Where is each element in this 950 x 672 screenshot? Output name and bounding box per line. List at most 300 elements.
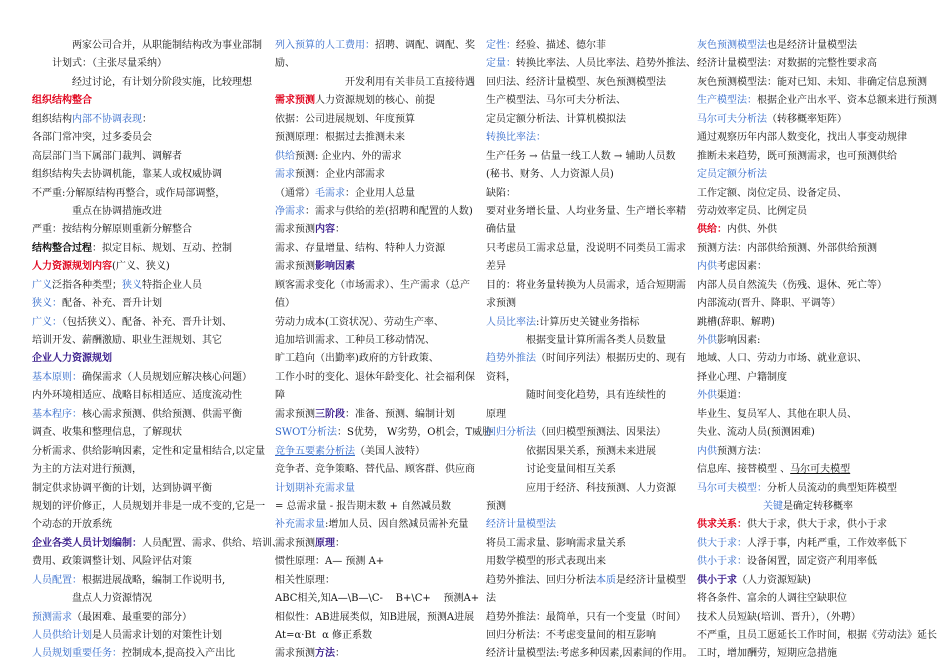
text-line: [486, 590, 680, 608]
text-segment: 制定供求协调平衡的计划，达到协调平衡: [32, 482, 212, 494]
text-segment: 为主的方法对进行预测，: [32, 464, 142, 476]
text-line: [275, 443, 469, 461]
text-line: [32, 535, 282, 553]
text-segment: 经过讨论，有计划分阶段实施，比较理想: [72, 76, 252, 88]
text-segment: ：需求与供给的差(招聘和配置的人数): [305, 205, 473, 217]
text-segment: 不严重:分解原结构再整合，或作局部调整，: [32, 187, 226, 199]
text-segment: 人员配置：: [32, 574, 82, 586]
text-segment: 回归分析法：不考虑变量间的相互影响: [486, 630, 656, 641]
text-segment: 方法: [315, 648, 335, 660]
text-line: [697, 111, 919, 129]
text-segment: 趋势外推法：最简单，只有一个变量（时间）: [486, 611, 686, 623]
text-line: [32, 111, 256, 129]
text-segment: 招聘、调配、调配、奖: [375, 40, 475, 51]
text-segment: 定性：: [486, 40, 516, 51]
text-segment: 要对业务增长量、人均业务量、生产增长率精: [486, 205, 686, 217]
text-line: [275, 148, 469, 166]
text-line: [486, 111, 680, 129]
text-line: [697, 332, 919, 350]
text-line: [486, 627, 680, 645]
text-segment: 经济计量模型法：对数据的完整性要求高: [697, 58, 877, 70]
text-line: [697, 627, 937, 645]
text-segment: 组织结构失去协调机能，靠某人或权威协调: [32, 169, 222, 181]
text-segment: 狭义：: [32, 298, 62, 310]
text-line: [697, 55, 919, 73]
text-line: [697, 129, 919, 147]
text-line: [697, 148, 919, 166]
text-line: [32, 332, 256, 350]
text-line: [32, 277, 256, 295]
text-line: [275, 480, 469, 498]
text-line: [697, 166, 919, 184]
text-line: [275, 424, 493, 442]
text-segment: 顾客需求变化（市场需求）、生产需求（总产: [275, 279, 470, 291]
text-segment: 法: [486, 593, 496, 605]
text-line: [32, 350, 256, 368]
text-line: [697, 480, 919, 498]
text-segment: （时间序列法）根据历史的、现有: [536, 353, 686, 365]
text-segment: 是经济计量模型: [616, 574, 686, 586]
text-segment: （通常）: [275, 187, 315, 199]
text-line: [697, 240, 919, 258]
text-segment: 两家公司合并，从职能制结构改为事业部制: [72, 40, 262, 51]
text-segment: 考虑因素：: [717, 261, 767, 273]
text-line: [486, 350, 686, 368]
text-segment: :增加人员、因自然减员需补充量: [325, 519, 469, 531]
text-segment: （回归模型预测法、因果法）: [536, 427, 666, 439]
text-line: [275, 406, 469, 424]
text-segment: 需求预测: [275, 537, 315, 549]
text-line: [32, 129, 256, 147]
text-line: [32, 221, 256, 239]
text-line: [275, 55, 469, 73]
text-segment: 相关性原理：: [275, 574, 335, 586]
text-segment: 依据：公司进展规划、年度预算: [275, 113, 415, 125]
text-segment: 核心需求预测、供给预测、供需平衡: [82, 408, 242, 420]
text-line: [32, 627, 256, 645]
text-segment: 费用、政策调整计划、风险评估对策: [32, 556, 192, 568]
text-line: [697, 590, 919, 608]
text-segment: 差异: [486, 261, 506, 273]
text-line: [697, 314, 919, 332]
text-segment: 预测方法：内部供给预测、外部供给预测: [697, 242, 877, 254]
text-line: [486, 37, 680, 55]
text-segment: 失业、流动人员(预测困难): [697, 427, 815, 439]
text-line: [486, 258, 680, 276]
text-segment: 跳槽(辞职、解聘): [697, 316, 775, 328]
text-line: [486, 553, 680, 571]
text-line: [32, 406, 256, 424]
text-segment: 目的：将业务量转换为人员需求，适合短期需: [486, 279, 686, 291]
text-segment: 关键: [763, 500, 783, 512]
text-segment: 惯性原理：A— 预测 A+: [275, 556, 385, 568]
column-3: [486, 37, 696, 664]
text-segment: 只考虑员工需求总量，没说明不同类员工需求: [486, 242, 686, 254]
text-line: [486, 295, 680, 313]
text-line: [275, 572, 469, 590]
text-line: [486, 148, 680, 166]
text-line: [697, 369, 919, 387]
text-line: [486, 387, 680, 405]
text-line: [697, 92, 937, 110]
text-segment: 竞争者、竞争策略、替代品、顾客群、供应商: [275, 464, 475, 476]
text-segment: 信息库、接替模型 、: [697, 464, 791, 476]
text-segment: 需求、存量增量、结构、特种人力资源: [275, 242, 445, 254]
text-line: [32, 516, 256, 534]
text-segment: 灰色预测模型法: [697, 40, 767, 51]
text-segment: 定员定额分析法、计算机模拟法: [486, 113, 626, 125]
text-segment: 需求预测: [275, 95, 315, 107]
text-line: [275, 369, 475, 387]
text-line: [275, 203, 473, 221]
text-line: [275, 221, 469, 239]
text-segment: 预测：企业内部需求: [295, 169, 385, 181]
text-line: [697, 645, 919, 663]
text-segment: 个动态的开放系统: [32, 519, 112, 531]
text-segment: 影响因素: [315, 261, 355, 273]
text-segment: 马尔可夫分析法: [697, 113, 767, 125]
text-segment: 障: [275, 390, 285, 402]
text-line: [275, 627, 469, 645]
text-segment: 组织结构: [32, 113, 72, 125]
text-segment: 需求预测: [275, 224, 315, 236]
text-segment: 影响因素:: [717, 335, 761, 346]
text-segment: 推断未来趋势，既可预测需求，也可预测供给: [697, 150, 897, 162]
text-line: [275, 258, 469, 276]
text-line: [486, 535, 680, 553]
text-line: [275, 185, 469, 203]
text-line: [486, 406, 680, 424]
text-line: [275, 240, 469, 258]
text-segment: 供小于求: [697, 574, 737, 586]
text-line: [486, 185, 680, 203]
text-line: [486, 516, 680, 534]
text-line: [486, 74, 680, 92]
text-line: [32, 590, 256, 608]
text-segment: 技术人员短缺(培训、晋升），（外聘）: [697, 611, 861, 623]
text-segment: 本质: [596, 574, 616, 586]
text-segment: 人浮于事，内耗严重，工作效率低下: [747, 537, 907, 549]
text-line: [32, 74, 256, 92]
text-line: [275, 332, 469, 350]
text-segment: 确保需求（人员规划应解决核心问题）: [82, 371, 252, 383]
text-line: [697, 424, 919, 442]
text-line: [697, 387, 919, 405]
text-line: [32, 424, 256, 442]
text-segment: 内供: [697, 445, 717, 457]
text-segment: 生产任务 → 估量一线工人数 → 辅助人员数: [486, 150, 676, 162]
text-segment: 广义：: [32, 316, 62, 328]
text-line: [486, 203, 686, 221]
text-segment: 转换比率法、人员比率法、趋势外推法、: [516, 58, 696, 70]
text-segment: 生产模型法、马尔可夫分析法、: [486, 95, 626, 107]
text-segment: 开发利用有关非员工直接待遇: [345, 76, 475, 88]
text-segment: 严重：按结构分解原则重新分解整合: [32, 224, 192, 236]
text-line: [32, 55, 256, 73]
text-segment: 劳动力成本(工资状况）、劳动生产率、: [275, 316, 444, 328]
text-line: [32, 553, 256, 571]
text-line: [486, 498, 680, 516]
text-line: [697, 221, 919, 239]
text-segment: 根据变量计算所需各类人员数量: [526, 335, 666, 346]
text-line: [486, 609, 686, 627]
text-line: [32, 92, 256, 110]
text-line: [32, 203, 256, 221]
text-segment: 内供、外供: [727, 224, 777, 236]
text-line: [275, 37, 475, 55]
text-segment: 分析需求、供给影响因素，定性和定量相结合,以定量: [32, 445, 266, 457]
text-segment: 需求预测: [275, 648, 315, 660]
text-segment: 通过观察历年内部人数变化，找出人事变动规律: [697, 132, 907, 144]
text-line: [486, 332, 680, 350]
text-segment: 确估量: [486, 224, 516, 236]
text-segment: 盘点人力资源情况: [72, 593, 152, 605]
text-segment: 根据进展战略，编制工作说明书,: [82, 574, 226, 586]
text-segment: 规划的评价修正，人员规划并非是一成不变的,它是一: [32, 500, 266, 512]
text-line: [32, 480, 256, 498]
text-segment: SWOT分析法: [275, 427, 337, 439]
text-segment: 工作小时的变化、退休年龄变化、社会福利保: [275, 371, 475, 383]
text-segment: 生产模型法：: [697, 95, 757, 107]
text-line: [697, 406, 919, 424]
text-segment: 是确定转移概率: [783, 500, 853, 512]
text-segment: ：: [142, 113, 152, 125]
text-segment: = 总需求量 - 报告期末数 + 自然减员数: [275, 500, 452, 512]
text-line: [32, 443, 266, 461]
text-line: [32, 369, 256, 387]
text-segment: 将各条件、富余的人调往空缺职位: [697, 593, 847, 605]
text-line: [275, 609, 475, 627]
text-segment: 需求预测: [275, 408, 315, 420]
text-segment: 需求: [275, 169, 295, 181]
text-line: [275, 295, 469, 313]
text-segment: 基本原则：: [32, 371, 82, 383]
text-segment: 经济计量模型法: [486, 519, 556, 531]
text-segment: 定员定额分析法: [697, 169, 767, 181]
text-segment: 需求预测: [275, 261, 315, 273]
text-line: [486, 129, 680, 147]
text-segment: 狭义: [122, 279, 142, 291]
text-segment: ABC相关,知A—\B—\C- B+\C+ 预测A+: [275, 593, 480, 605]
text-segment: 供大于求，供大于求，供小于求: [747, 519, 887, 531]
text-segment: 广义: [32, 279, 52, 291]
text-segment: 预测: [486, 500, 506, 512]
text-segment: 预测: 企业内、外的需求: [295, 150, 402, 162]
text-segment: 人力资源规划的核心、前提: [315, 95, 435, 107]
text-segment: 是人员需求计划的对策性计划: [92, 630, 222, 641]
text-segment: 回归法、经济计量模型、灰色预测模型法: [486, 76, 666, 88]
text-segment: 高层部门当下属部门裁判、调解者: [32, 150, 182, 162]
text-line: [486, 461, 680, 479]
text-line: [275, 535, 469, 553]
text-segment: 经验、描述、德尔菲: [516, 40, 606, 51]
text-line: [697, 350, 919, 368]
text-line: [697, 609, 919, 627]
text-line: [275, 350, 469, 368]
text-segment: 供大于求：: [697, 537, 747, 549]
text-segment: 毛需求: [315, 187, 345, 199]
text-segment: 相似性：AB进展类似，知B进展，预测A进展: [275, 611, 475, 623]
text-segment: 择业心理、户籍制度: [697, 371, 787, 383]
text-segment: 企业各类人员计划编制：: [32, 537, 142, 549]
text-line: [32, 148, 256, 166]
text-line: [275, 590, 480, 608]
text-segment: ：拟定目标、规划、互动、控制: [92, 242, 232, 254]
text-line: [32, 314, 256, 332]
column-2: [275, 37, 493, 664]
text-line: [275, 166, 469, 184]
text-line: [697, 572, 919, 590]
text-segment: 人员供给计划: [32, 630, 92, 641]
text-line: [697, 461, 919, 479]
text-segment: 趋势外推法、回归分析法: [486, 574, 596, 586]
text-segment: 趋势外推法: [486, 353, 536, 365]
text-segment: 内外环境相适应、战略目标相适应、适度流动性: [32, 390, 242, 402]
text-line: [32, 166, 256, 184]
text-segment: 各部门常冲突，过多委员会: [32, 132, 152, 144]
text-segment: 用数学模型的形式表现出来: [486, 556, 606, 568]
text-segment: 内部不协调表现: [72, 113, 142, 125]
text-segment: 供求关系：: [697, 519, 747, 531]
text-line: [32, 645, 256, 663]
text-segment: 灰色预测模型法：能对已知、未知、非确定信息预测: [697, 76, 927, 88]
text-line: [32, 498, 266, 516]
text-segment: 缺陷：: [486, 187, 516, 199]
text-line: [275, 314, 469, 332]
text-line: [486, 277, 686, 295]
text-segment: 人力资源规划内容: [32, 261, 112, 273]
text-segment: ：S优势， W劣势，O机会，T威胁: [337, 427, 493, 439]
text-segment: 控制成本,提高投入产出比: [122, 648, 236, 660]
text-segment: 净需求: [275, 205, 305, 217]
text-segment: （转移概率矩阵）: [767, 113, 847, 125]
text-segment: 重点在协调措施改进: [72, 205, 162, 217]
text-line: [697, 553, 919, 571]
text-segment: 原理: [486, 408, 506, 420]
text-line: [697, 277, 919, 295]
text-line: [697, 535, 919, 553]
text-segment: 旷工趋向（出勤率)政府的方针政策、: [275, 353, 439, 365]
text-segment: 也是经济计量模型法: [767, 40, 857, 51]
text-segment: 补充需求量: [275, 519, 325, 531]
text-segment: 经济计量模型法:考虑多种因素,因素间的作用。: [486, 648, 693, 660]
text-segment: 内容: [315, 224, 335, 236]
text-line: [486, 480, 680, 498]
text-segment: （人力资源短缺): [737, 574, 811, 586]
text-line: [275, 74, 475, 92]
text-segment: 基本程序：: [32, 408, 82, 420]
text-line: [32, 258, 256, 276]
text-line: [275, 111, 469, 129]
text-line: [486, 443, 680, 461]
text-segment: 应用于经济、科技预测、人力资源: [526, 482, 676, 494]
text-segment: 工时，增加酬劳，短期应急措施: [697, 648, 837, 660]
text-line: [697, 203, 919, 221]
text-segment: 三阶段: [315, 408, 345, 420]
text-segment: 人员规划重要任务：: [32, 648, 122, 660]
text-line: [486, 55, 696, 73]
text-segment: 内部人员自然流失（伤残、退休、死亡等）: [697, 279, 887, 291]
text-segment: 毕业生、复员军人、其他在职人员、: [697, 408, 857, 420]
text-line: [697, 258, 919, 276]
text-segment: (秘书、财务、人力资源人员): [486, 169, 614, 181]
text-segment: 值）: [275, 298, 295, 310]
text-segment: 内部流动(晋升、降职、平调等）: [697, 298, 841, 310]
text-segment: 转换比率法：: [486, 132, 546, 144]
text-line: [697, 516, 919, 534]
text-segment: 原理: [315, 537, 335, 549]
text-segment: 供给: [275, 150, 295, 162]
text-segment: 回归分析法: [486, 427, 536, 439]
column-4: [697, 37, 937, 664]
text-segment: 分析人员流动的典型矩阵模型: [767, 482, 897, 494]
text-segment: 励、: [275, 58, 295, 70]
text-line: [486, 221, 680, 239]
text-line: [486, 92, 680, 110]
text-line: [697, 498, 919, 516]
text-line: [697, 185, 919, 203]
text-segment: 外供: [697, 390, 717, 402]
text-line: [486, 240, 686, 258]
text-segment: 配备、补充、晋升计划: [62, 298, 162, 310]
text-segment: 外供: [697, 335, 717, 346]
text-segment: 依据因果关系，预测未来进展: [526, 445, 656, 457]
text-segment: ：准备、预测、编制计划: [345, 408, 455, 420]
text-segment: 供小于求：: [697, 556, 747, 568]
text-segment: 预测需求: [32, 611, 72, 623]
text-line: [486, 645, 693, 663]
text-segment: 预测方法：: [717, 445, 767, 457]
text-segment: 供给：: [697, 224, 727, 236]
text-line: [275, 129, 469, 147]
text-segment: 定量：: [486, 58, 516, 70]
text-line: [32, 295, 256, 313]
text-segment: ：: [335, 648, 345, 660]
text-line: [32, 461, 256, 479]
text-segment: 特指企业人员: [142, 279, 202, 291]
text-line: [486, 424, 680, 442]
text-line: [697, 74, 927, 92]
text-line: [32, 572, 256, 590]
text-line: [697, 37, 919, 55]
text-line: [275, 277, 469, 295]
text-segment: 竞争五要素分析法: [275, 445, 355, 457]
text-line: [486, 572, 686, 590]
text-segment: 泛指各种类型；: [52, 279, 122, 291]
text-segment: （美国人波特）: [355, 445, 425, 457]
text-segment: 结构整合过程: [32, 242, 92, 254]
text-segment: 求预测: [486, 298, 516, 310]
text-line: [275, 645, 469, 663]
text-segment: 计划式：（主张尽量采纳）: [52, 58, 167, 70]
text-line: [32, 240, 256, 258]
text-segment: 马尔可夫模型：: [697, 482, 767, 494]
text-segment: 劳动效率定员、比例定员: [697, 205, 807, 217]
text-segment: ：企业用人总量: [345, 187, 415, 199]
text-segment: 培训开发、薪酬激励、职业生涯规划、其它: [32, 335, 222, 346]
text-segment: 工作定额、岗位定员、设备定员、: [697, 187, 847, 199]
text-segment: 马尔可夫模型: [790, 464, 851, 476]
text-segment: （包括狭义）、配备、补充、晋升计划、: [62, 316, 232, 328]
text-segment: 不严重，且员工愿延长工作时间，根据《劳动法》延长: [697, 630, 937, 641]
text-segment: （最困难、最重要的部分）: [72, 611, 192, 623]
text-segment: 计划期补充需求量: [275, 482, 355, 494]
text-segment: 预测原理：根据过去推测未来: [275, 132, 405, 144]
text-segment: 渠道：: [717, 390, 747, 402]
text-segment: 企业人力资源规划: [32, 353, 112, 365]
text-line: [32, 387, 256, 405]
text-line: [32, 609, 256, 627]
